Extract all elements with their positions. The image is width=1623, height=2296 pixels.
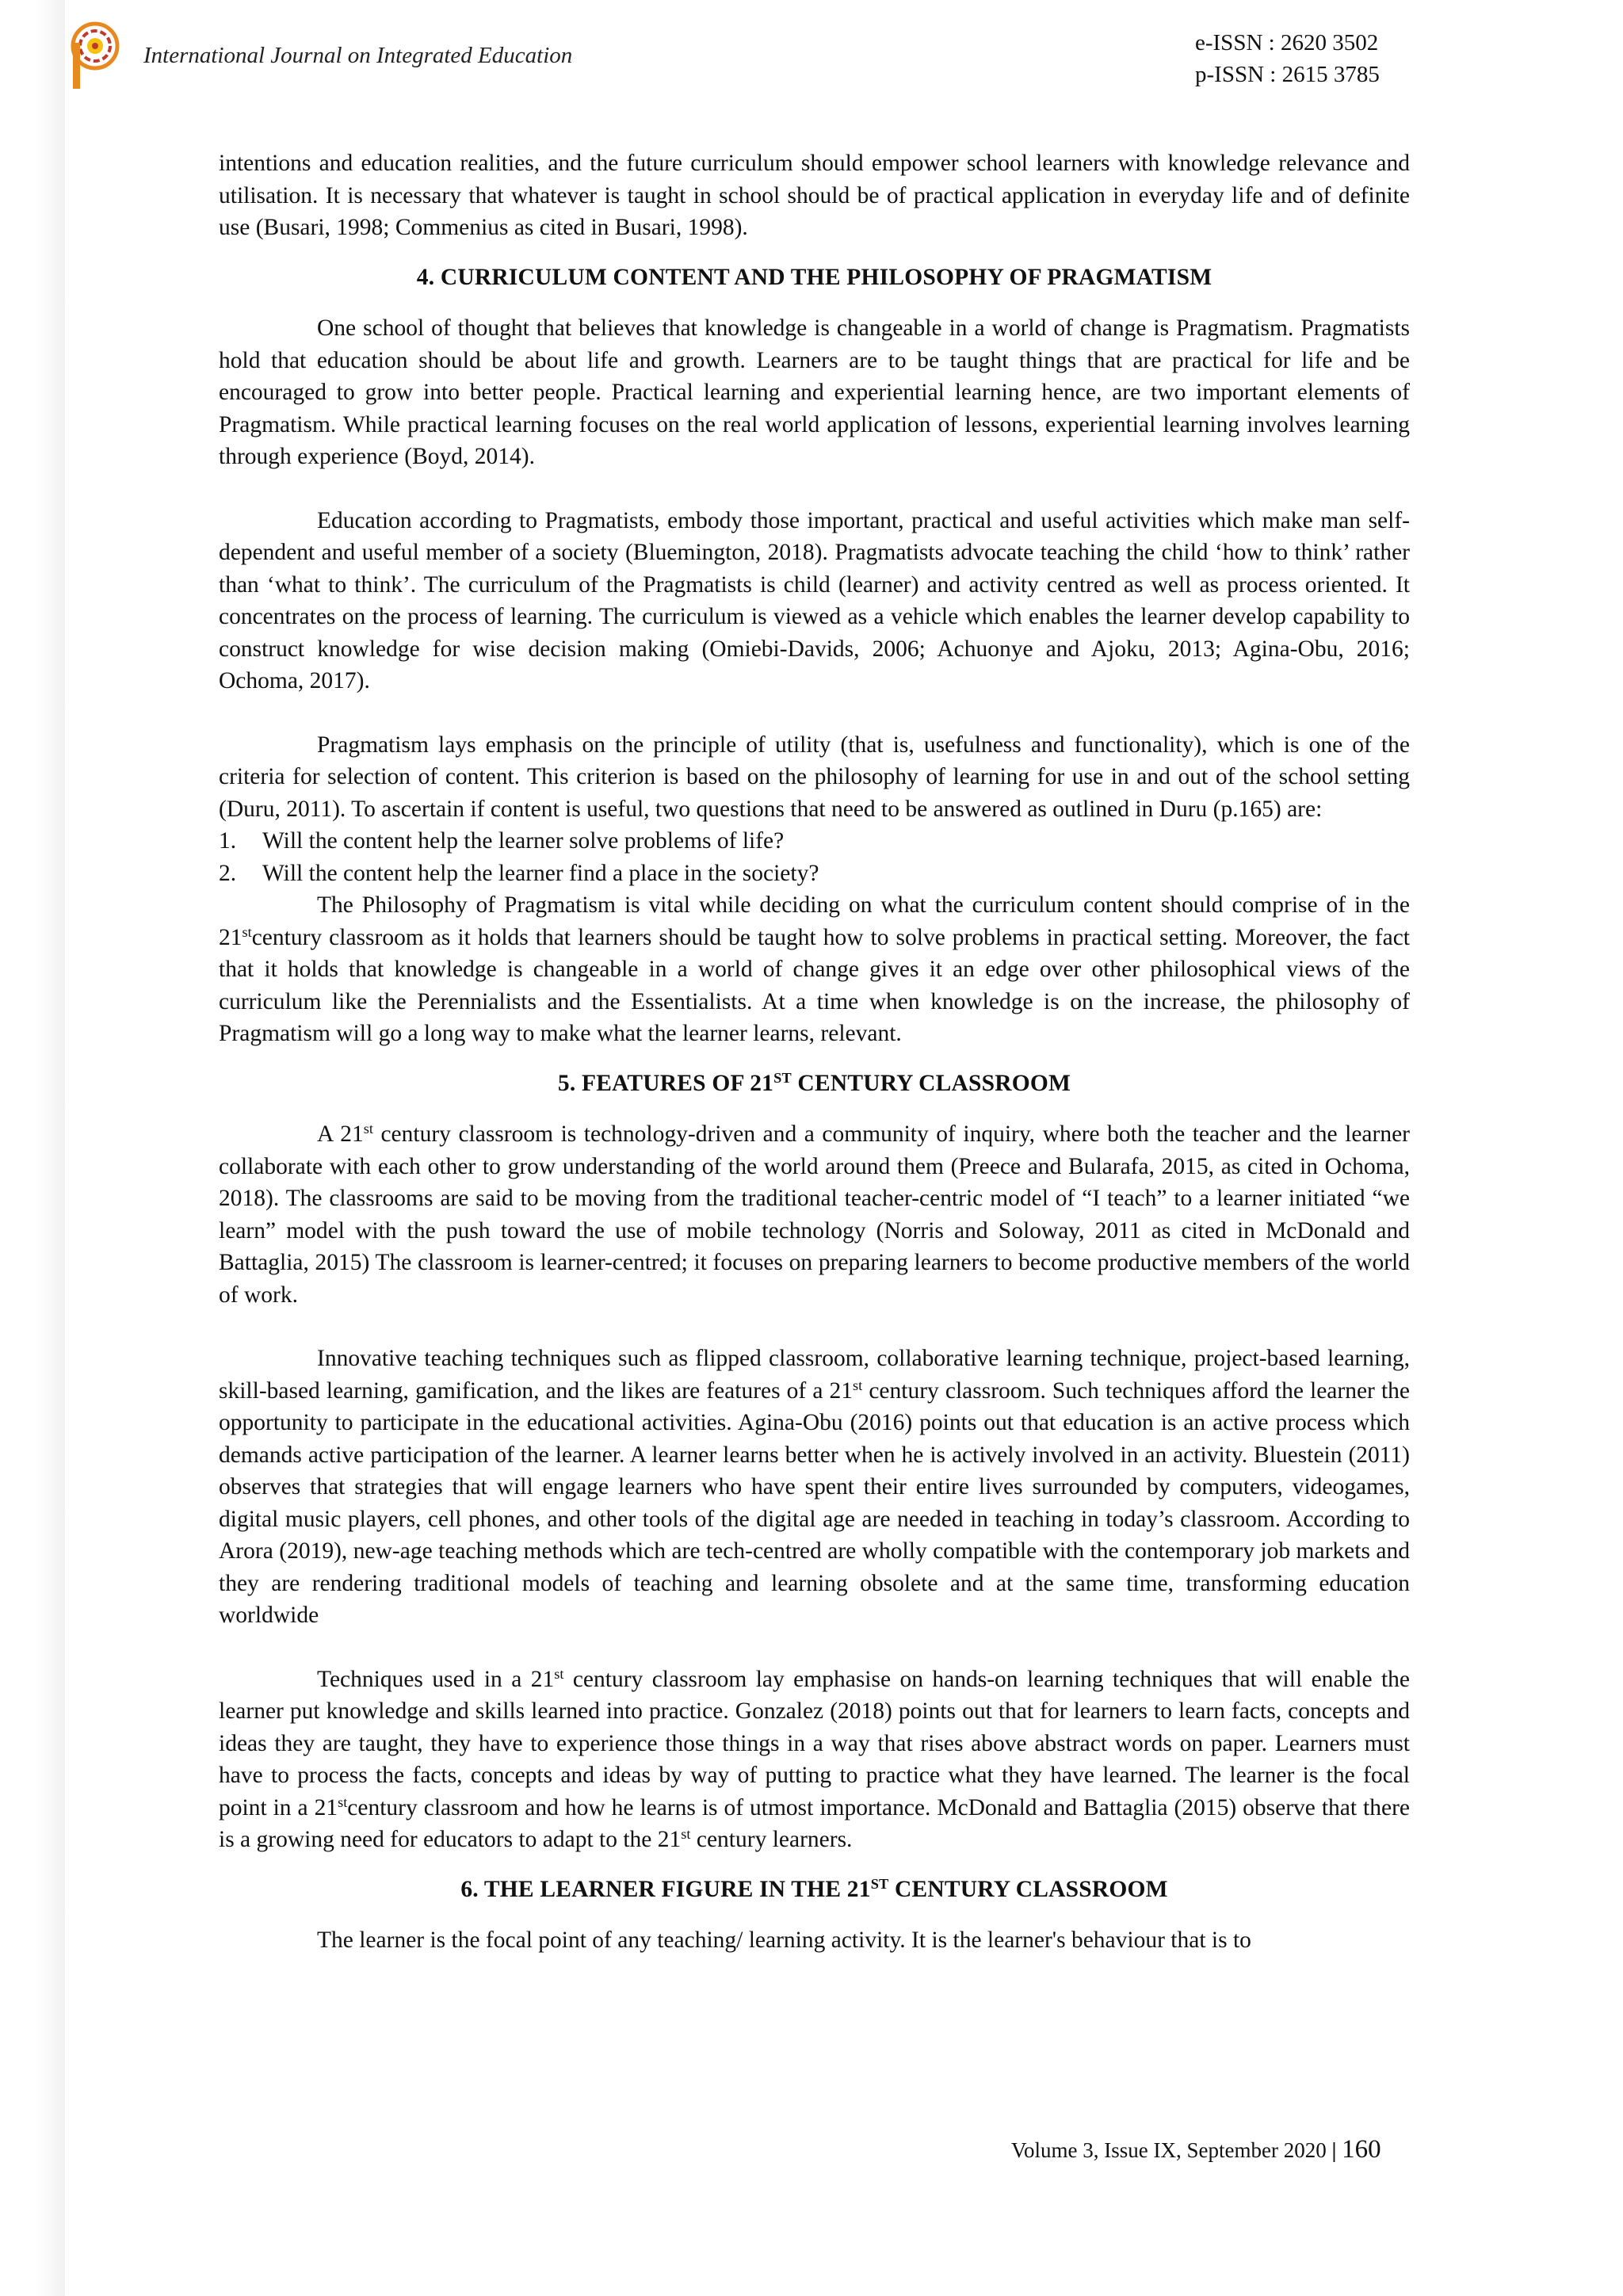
footer-separator: | (1331, 2138, 1337, 2162)
list-item: 1. Will the content help the learner solve problems of life? (219, 828, 785, 854)
section-5-paragraph-2: Innovative teaching techniques such as flipped classroom, collaborative learning technique, project-based learning, skill-based learning, gamification, and the likes are features of a 21st century classroom. Such techniques afford the learner the opportunity to participate in the educational activities. Agina-Obu (2016) points out that education is an active process which demands active participation of the learner. A learner learns better when he is actively involved in an activity. Bluestein (2011) observes that strategies that will engage learners who have spent their entire lives surrounded by computers, videogames, digital music players, cell phones, and other tools of the digital age are needed in teaching in today’s classroom. According to Arora (2019), new-age teaching methods which are tech-centred are wholly compatible with the contemporary job markets and they are rendering traditional models of teaching and learning obsolete and at the same time, transforming education worldwide (219, 1346, 1410, 1628)
scan-shadow (0, 0, 65, 2296)
journal-name: International Journal on Integrated Education (143, 43, 573, 68)
article-body (219, 147, 1410, 1957)
section-4-paragraph-2: Education according to Pragmatists, embody those important, practical and useful activities which make man self-dependent and useful member of a society (Bluemington, 2018). Pragmatists advocate teaching the child ‘how to think’ rather than ‘what to think’. The curriculum of the Pragmatists is child (learner) and activity centred as well as process oriented. It concentrates on the process of learning. The curriculum is viewed as a vehicle which enables the learner develop capability to construct knowledge for wise decision making (Omiebi-Davids, 2006; Achuonye and Ajoku, 2013; Agina-Obu, 2016; Ochoma, 2017). (219, 507, 1410, 693)
section-4-heading: 4. CURRICULUM CONTENT AND THE PHILOSOPHY OF PRAGMATISM (416, 264, 1212, 290)
criteria-list (219, 825, 1410, 889)
issn-block (1195, 27, 1380, 90)
journal-logo-icon (67, 19, 124, 90)
intro-paragraph: intentions and education realities, and the future curriculum should empower school learners with knowledge relevance and utilisation. It is necessary that whatever is taught in school should be of practical application in everyday life and of definite use (Busari, 1998; Commenius as cited in Busari, 1998). (219, 151, 1410, 240)
section-4-paragraph-4: The Philosophy of Pragmatism is vital while deciding on what the curriculum content should comprise of in the 21stcentury classroom as it holds that learners should be taught how to solve problems in practical setting. Moreover, the fact that it holds that knowledge is changeable in a world of change gives it an edge over other philosophical views of the curriculum like the Perennialists and the Essentialists. At a time when knowledge is on the increase, the philosophy of Pragmatism will go a long way to make what the learner learns, relevant. (219, 892, 1410, 1046)
volume-info: Volume 3, Issue IX, September 2020 (1011, 2138, 1327, 2162)
section-5-paragraph-3: Techniques used in a 21st century classroom lay emphasise on hands-on learning techniques that will enable the learner put knowledge and skills learned into practice. Gonzalez (2018) points out that for learners to learn facts, concepts and ideas they are taught, they have to experience those things in a way that rises above abstract words on paper. Learners must have to process the facts, concepts and ideas by way of putting to practice what they have learned. The learner is the focal point in a 21stcentury classroom and how he learns is of utmost importance. McDonald and Battaglia (2015) observe that there is a growing need for educators to adapt to the 21st century learners. (219, 1665, 1410, 1852)
page-number: 160 (1342, 2135, 1381, 2164)
section-4-paragraph-1: One school of thought that believes that knowledge is changeable in a world of change is Pragmatism. Pragmatists hold that education should be about life and growth. Learners are to be taught things that are practical for life and be encouraged to grow into better people. Practical learning and experiential learning hence, are two important elements of Pragmatism. While practical learning focuses on the real world application of lessons, experiential learning involves learning through experience (Boyd, 2014). (219, 315, 1410, 469)
section-4-paragraph-3: Pragmatism lays emphasis on the principle of utility (that is, usefulness and functionality), which is one of the criteria for selection of content. This criterion is based on the philosophy of learning for use in and out of the school setting (Duru, 2011). To ascertain if content is useful, two questions that need to be answered as outlined in Duru (p.165) are: (219, 732, 1410, 822)
section-5-paragraph-1: A 21st century classroom is technology-driven and a community of inquiry, where both the teacher and the learner collaborate with each other to grow understanding of the world around them (Preece and Bularafa, 2015, as cited in Ochoma, 2018). The classrooms are said to be moving from the traditional teacher-centric model of “I teach” to a learner initiated “we learn” model with the push toward the use of mobile technology (Norris and Soloway, 2011 as cited in McDonald and Battaglia, 2015) The classroom is learner-centred; it focuses on preparing learners to become productive members of the world of work. (219, 1120, 1410, 1308)
list-item: 2. Will the content help the learner find a place in the society? (219, 860, 819, 886)
eissn: e-ISSN : 2620 3502 (1195, 30, 1379, 55)
section-5-heading: 5. FEATURES OF 21ST CENTURY CLASSROOM (557, 1069, 1071, 1096)
page-header (0, 0, 1623, 103)
section-6-paragraph-1: The learner is the focal point of any teaching/ learning activity. It is the learner's behaviour that is to (317, 1927, 1251, 1953)
page-footer (1011, 2135, 1381, 2164)
pissn: p-ISSN : 2615 3785 (1195, 62, 1380, 87)
section-6-heading: 6. THE LEARNER FIGURE IN THE 21ST CENTURY CLASSROOM (460, 1875, 1168, 1902)
